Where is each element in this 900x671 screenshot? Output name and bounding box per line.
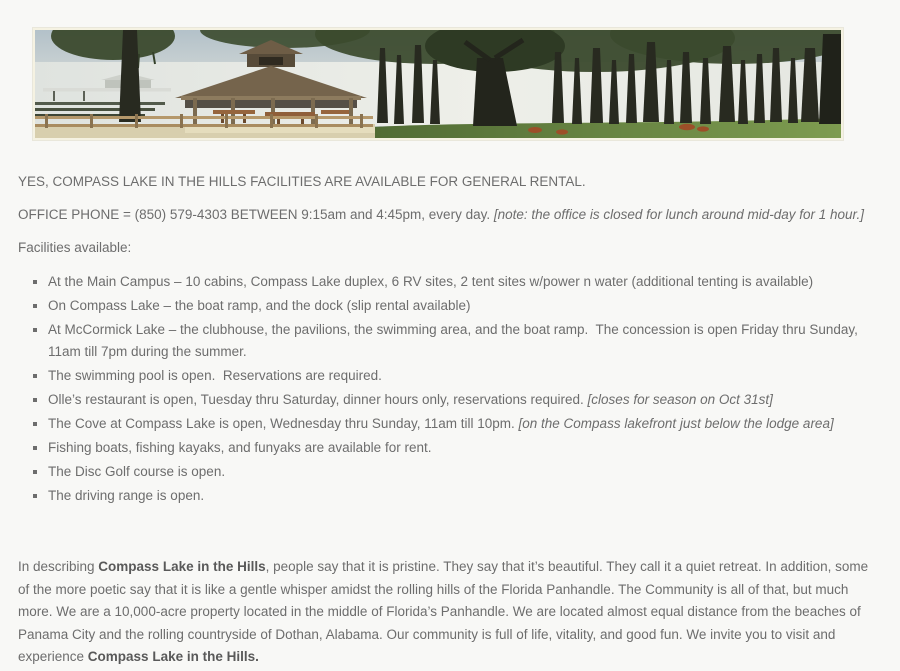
italic-note: [on the Compass lakefront just below the lodge area] — [518, 415, 834, 431]
facility-list-item — [48, 413, 878, 435]
facility-list-item — [48, 365, 878, 387]
facility-list-item — [48, 319, 878, 362]
italic-note: [closes for season on Oct 31st] — [587, 391, 773, 407]
text-run: At the Main Campus – 10 cabins, Compass Lake duplex, 6 RV sites, 2 tent sites w/power n water (additional tenting is available) — [48, 274, 814, 289]
facility-list-item — [48, 295, 878, 317]
facility-list-item — [48, 461, 878, 483]
bold-text: Compass Lake in the Hills — [98, 559, 266, 574]
text-run: At McCormick Lake – the clubhouse, the pavilions, the swimming area, and the boat ramp. The concession is open Friday thru Sunday, 11am till 7pm during the summer. — [48, 322, 862, 359]
text-run: The Disc Golf course is open. — [48, 463, 226, 479]
deck-railing — [35, 114, 375, 138]
lakeside-pavilion-photo — [35, 30, 841, 138]
text-run: , people say that it is pristine. They say that it’s beautiful. They call it a quiet retreat. In addition, some of the more poetic say that it is like a gentle whisper amidst the rolling hills of the Florida Panhandle. The Community is all of that, but much more. We are a 10,000-acre property located in the middle of Florida’s Panhandle. We are located almost equal distance from the beaches of Panama City and the rolling countryside of Dothan, Alabama. Our community is full of life, vitality, and good fun. We invite you to visit and experience — [18, 559, 872, 664]
facilities-heading: Facilities available: — [18, 240, 132, 255]
italic-note: [note: the office is closed for lunch around mid-day for 1 hour.] — [493, 207, 865, 222]
banner-photo-frame — [33, 28, 843, 140]
facilities-list — [18, 271, 882, 506]
facility-list-item — [48, 271, 878, 293]
text-run: OFFICE PHONE = (850) 579-4303 BETWEEN 9:15am and 4:45pm, every day. — [18, 207, 494, 222]
facility-list-item — [48, 485, 878, 507]
text-run: In describing — [18, 559, 99, 574]
text-run: The driving range is open. — [48, 487, 205, 503]
office-phone-line — [18, 205, 882, 224]
text-run: The swimming pool is open. Reservations are required. — [48, 367, 382, 383]
community-description — [18, 556, 880, 669]
text-run: The Cove at Compass Lake is open, Wednesday thru Sunday, 11am till 10pm. — [48, 415, 519, 431]
facility-list-item — [48, 389, 878, 411]
text-run: Olle’s restaurant is open, Tuesday thru Saturday, dinner hours only, reservations required. — [48, 391, 588, 407]
facility-list-item — [48, 437, 878, 459]
text-run: Fishing boats, fishing kayaks, and funyaks are available for rent. — [48, 439, 432, 455]
rental-availability-line: YES, COMPASS LAKE IN THE HILLS FACILITIES ARE AVAILABLE FOR GENERAL RENTAL. — [18, 174, 586, 189]
bold-text: Compass Lake in the Hills. — [87, 649, 259, 664]
text-run: On Compass Lake – the boat ramp, and the dock (slip rental available) — [48, 298, 471, 313]
